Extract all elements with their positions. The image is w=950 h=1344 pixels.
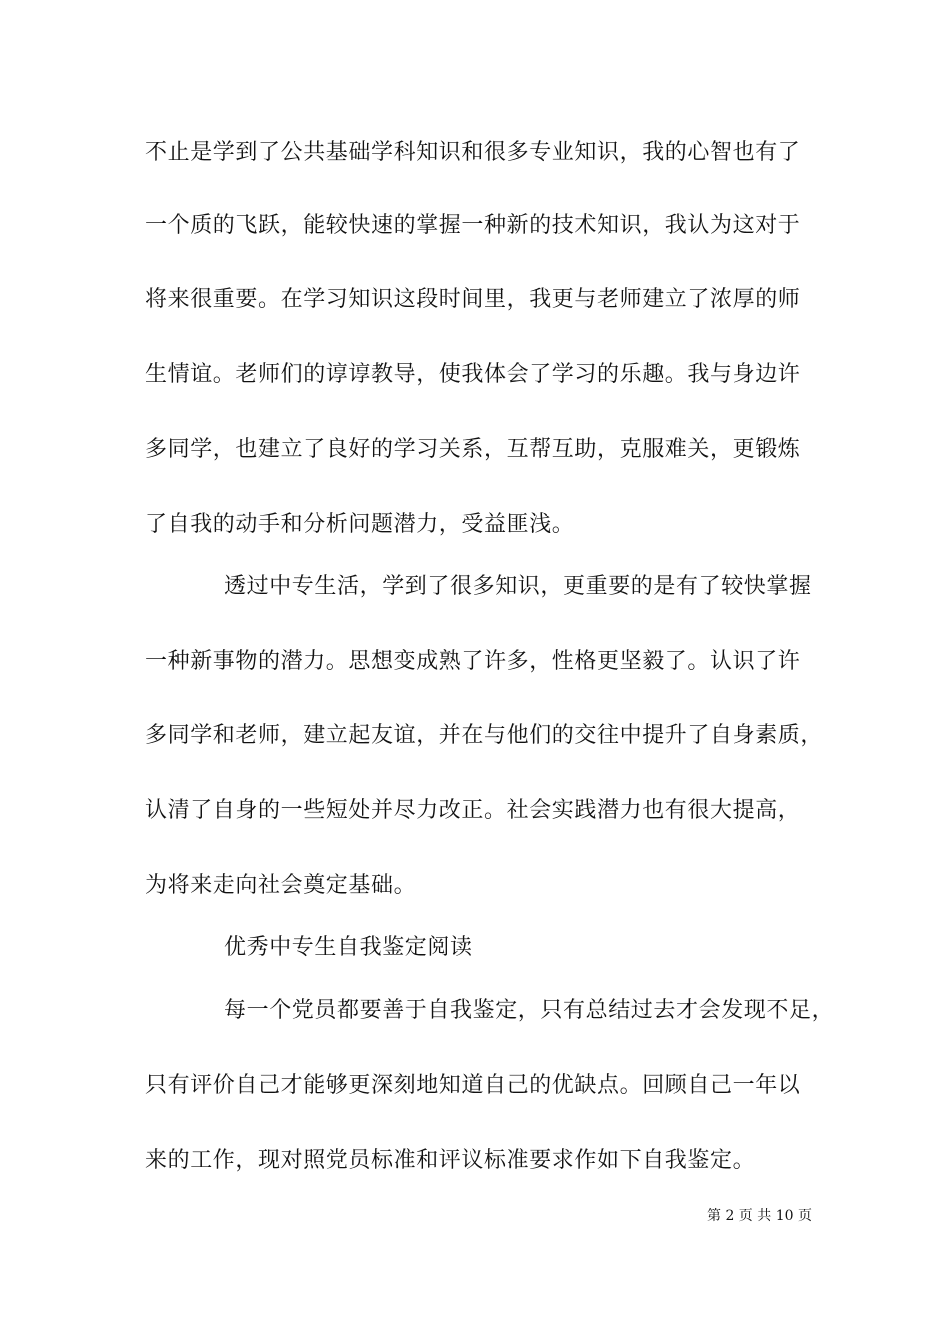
body-line: 一种新事物的潜力。思想变成熟了许多，性格更坚毅了。认识了许 [145, 649, 801, 674]
body-line: 多同学，也建立了良好的学习关系，互帮互助，克服难关，更锻炼 [145, 437, 801, 462]
body-line: 不止是学到了公共基础学科知识和很多专业知识，我的心智也有了 [145, 140, 801, 165]
body-line: 生情谊。老师们的谆谆教导，使我体会了学习的乐趣。我与身边许 [145, 362, 801, 387]
page-number-footer: 第 2 页 共 10 页 [707, 1208, 812, 1224]
body-line: 只有评价自己才能够更深刻地知道自己的优缺点。回顾自己一年以 [145, 1073, 801, 1098]
paragraph-first-line: 透过中专生活，学到了很多知识，更重要的是有了较快掌握 [224, 574, 812, 599]
body-line: 认清了自身的一些短处并尽力改正。社会实践潜力也有很大提高， [145, 798, 801, 823]
body-line: 为将来走向社会奠定基础。 [145, 873, 417, 898]
body-line: 了自我的动手和分析问题潜力，受益匪浅。 [145, 512, 575, 537]
body-line: 多同学和老师，建立起友谊，并在与他们的交往中提升了自身素质， [145, 723, 824, 748]
paragraph-first-line: 每一个党员都要善于自我鉴定，只有总结过去才会发现不足， [224, 998, 835, 1023]
section-heading: 优秀中专生自我鉴定阅读 [224, 935, 473, 960]
body-line: 将来很重要。在学习知识这段时间里，我更与老师建立了浓厚的师 [145, 287, 801, 312]
body-line: 一个质的飞跃，能较快速的掌握一种新的技术知识，我认为这对于 [145, 213, 801, 238]
body-line: 来的工作，现对照党员标准和评议标准要求作如下自我鉴定。 [145, 1148, 756, 1173]
